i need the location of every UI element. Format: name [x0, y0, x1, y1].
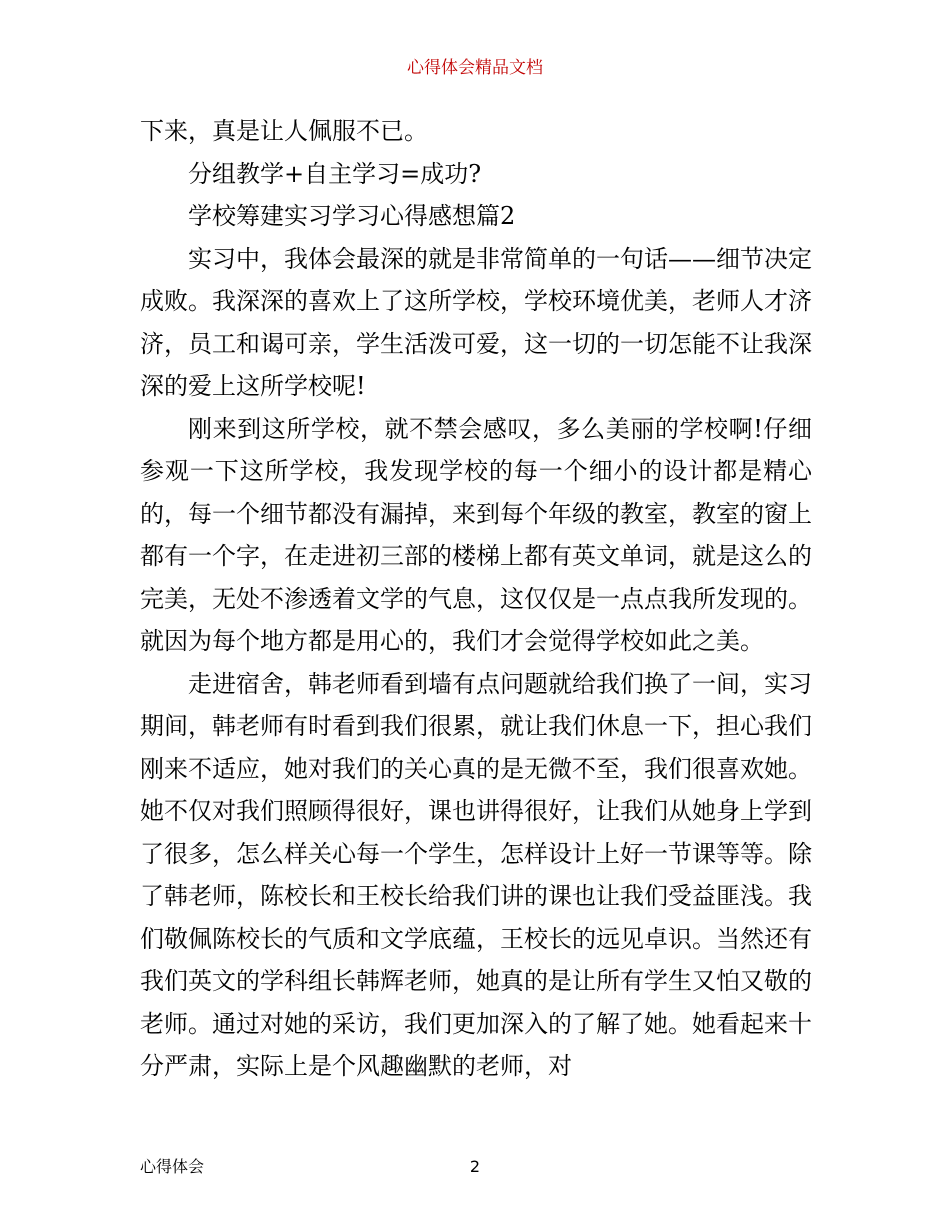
page-number: 2	[469, 1157, 481, 1176]
paragraph-4: 刚来到这所学校，就不禁会感叹，多么美丽的学校啊!仔细参观一下这所学校，我发现学校的每一个细小的设计都是精心的，每一个细节都没有漏掉，来到每个年级的教室，教室的窗上都有一个字，在走进初三部的楼梯上都有英文单词，就是这么的完美，无处不渗透着文学的气息，这仅仅是一点点我所发现的。就因为每个地方都是用心的，我们才会觉得学校如此之美。	[140, 414, 812, 655]
paragraph-2: 分组教学+自主学习=成功?	[188, 159, 482, 188]
document-body	[140, 110, 812, 1088]
paragraph-1: 下来，真是让人佩服不已。	[140, 117, 428, 145]
section-heading: 学校筹建实习学习心得感想篇2	[188, 202, 516, 230]
paragraph-5: 走进宿舍，韩老师看到墙有点问题就给我们换了一间，实习期间，韩老师有时看到我们很累，就让我们休息一下，担心我们刚来不适应，她对我们的关心真的是无微不至，我们很喜欢她。她不仅对我们照顾得很好，课也讲得很好，让我们从她身上学到了很多，怎么样关心每一个学生，怎样设计上好一节课等等。除了韩老师，陈校长和王校长给我们讲的课也让我们受益匪浅。我们敬佩陈校长的气质和文学底蕴，王校长的远见卓识。当然还有我们英文的学科组长韩辉老师，她真的是让所有学生又怕又敬的老师。通过对她的采访，我们更加深入的了解了她。她看起来十分严肃，实际上是个风趣幽默的老师，对	[140, 669, 812, 1080]
paragraph-3: 实习中，我体会最深的就是非常简单的一句话——细节决定成败。我深深的喜欢上了这所学校，学校环境优美，老师人才济济，员工和谒可亲，学生活泼可爱，这一切的一切怎能不让我深深的爱上这所学校呢!	[140, 244, 812, 400]
footer-label: 心得体会	[140, 1157, 205, 1176]
page-header-title: 心得体会精品文档	[407, 58, 543, 78]
